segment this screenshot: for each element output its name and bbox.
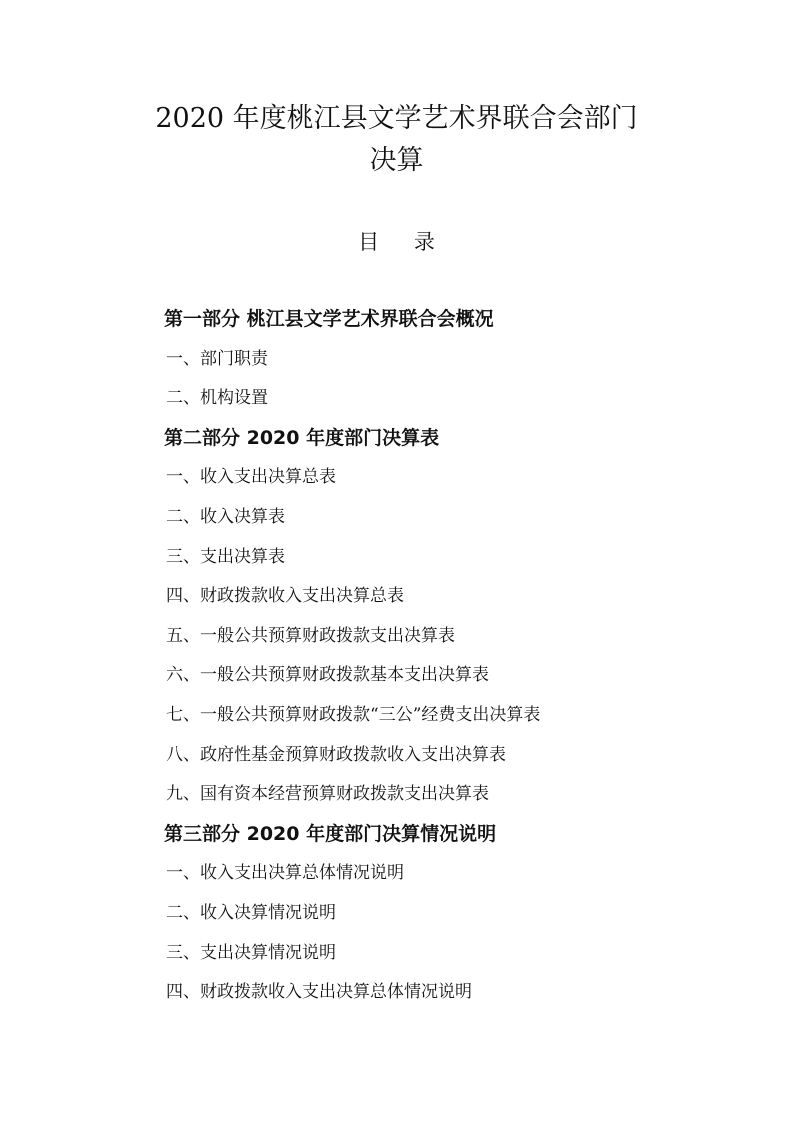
toc-item: 一、收入支出决算总体情况说明 [166,863,404,884]
toc-item: 二、收入决算情况说明 [166,902,336,923]
toc-item: 三、支出决算表 [166,546,285,567]
toc-item: 五、一般公共预算财政拨款支出决算表 [166,625,455,646]
toc-item: 二、机构设置 [166,388,268,409]
toc-part-2: 第二部分 2020 年度部门决算表 [164,426,440,449]
toc-item: 八、政府性基金预算财政拨款收入支出决算表 [166,744,506,765]
toc-item: 九、国有资本经营预算财政拨款支出决算表 [166,784,489,805]
toc-item: 四、财政拨款收入支出决算总体情况说明 [166,982,472,1003]
toc-heading: 目 录 [358,230,449,254]
document-title-line-2: 决算 [369,145,424,176]
toc-item: 三、支出决算情况说明 [166,942,336,963]
toc-item: 一、部门职责 [166,348,268,369]
toc-item: 四、财政拨款收入支出决算总表 [166,586,404,607]
table-of-contents [164,300,724,1013]
toc-part-1: 第一部分 桃江县文学艺术界联合会概况 [164,308,494,330]
toc-item: 七、一般公共预算财政拨款“三公”经费支出决算表 [166,704,541,725]
toc-part-3: 第三部分 2020 年度部门决算情况说明 [164,822,497,845]
document-title-line-1: 2020 年度桃江县文学艺术界联合会部门 [155,103,638,134]
document-title [0,98,793,182]
toc-item: 二、收入决算表 [166,506,285,527]
toc-item: 六、一般公共预算财政拨款基本支出决算表 [166,665,489,686]
toc-item: 一、收入支出决算总表 [166,467,336,488]
